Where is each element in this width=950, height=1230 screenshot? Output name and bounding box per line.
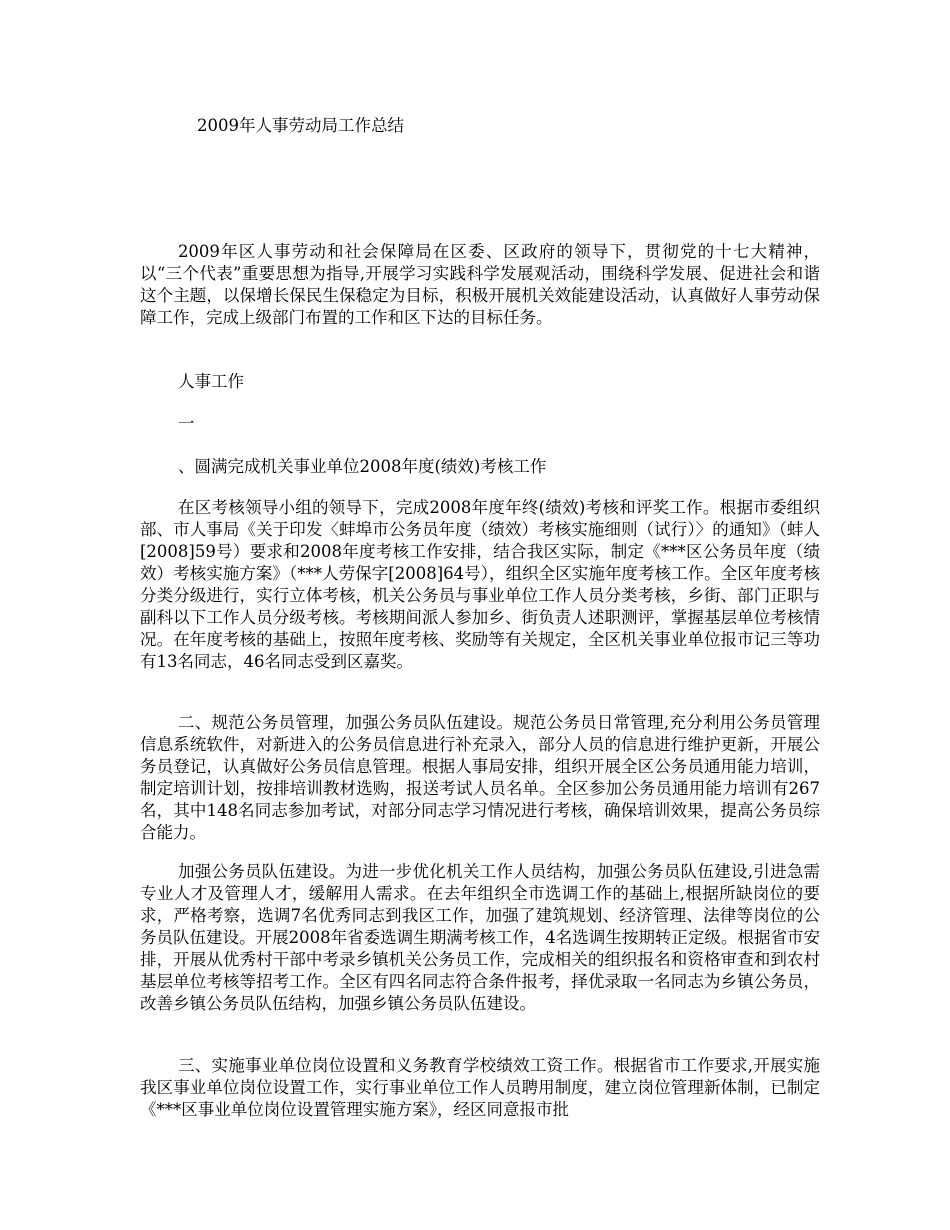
paragraph-team-building: 加强公务员队伍建设。为进一步优化机关工作人员结构，加强公务员队伍建设,引进急需专业人才及管理人才，缓解用人需求。在去年组织全市选调工作的基础上,根据所缺岗位的要求，严格考察，选调7名优秀同志到我区工作，加强了建筑规划、经济管理、法律等岗位的公务员队伍建设。开展2008年省委选调生期满考核工作，4名选调生按期转正定级。根据省市安排，开展从优秀村干部中考录乡镇机关公务员工作，完成相关的组织报名和资格审查和到农村基层单位考核等招考工作。全区有四名同志符合条件报考，择优录取一名同志为乡镇公务员，改善乡镇公务员队伍结构，加强乡镇公务员队伍建设。 bbox=[140, 862, 820, 1013]
paragraph-post-setting: 三、实施事业单位岗位设置和义务教育学校绩效工资工作。根据省市工作要求,开展实施我区事业单位岗位设置工作，实行事业单位工作人员聘用制度，建立岗位管理新体制，已制定《***区事业单位岗位设置管理实施方案》，经区同意报市批 bbox=[140, 1056, 820, 1119]
item-one-heading: 、圆满完成机关事业单位2008年度(绩效)考核工作 bbox=[178, 457, 547, 476]
paragraph-appraisal: 在区考核领导小组的领导下，完成2008年度年终(绩效)考核和评奖工作。根据市委组织部、市人事局《关于印发〈蚌埠市公务员年度（绩效）考核实施细则（试行）〉的通知》（蚌人[2008]59号）要求和2008年度考核工作安排，结合我区实际，制定《***区公务员年度（绩效）考核实施方案》（***人劳保字[2008]64号），组织全区实施年度考核工作。全区年度考核分类分级进行，实行立体考核，机关公务员与事业单位工作人员分类考核，乡街、部门正职与副科以下工作人员分级考核。考核期间派人参加乡、街负责人述职测评，掌握基层单位考核情况。在年度考核的基础上，按照年度考核、奖励等有关规定，全区机关事业单位报市记三等功有13名同志，46名同志受到区嘉奖。 bbox=[140, 498, 820, 671]
section-heading: 人事工作 bbox=[178, 372, 244, 391]
paragraph-civil-servant-management: 二、规范公务员管理，加强公务员队伍建设。规范公务员日常管理,充分利用公务员管理信息系统软件，对新进入的公务员信息进行补充录入，部分人员的信息进行维护更新，开展公务员登记，认真做好公务员信息管理。根据人事局安排，组织开展全区公务员通用能力培训，制定培训计划，按排培训教材选购，报送考试人员名单。全区参加公务员通用能力培训有267名，其中148名同志参加考试，对部分同志学习情况进行考核，确保培训效果，提高公务员综合能力。 bbox=[140, 713, 820, 842]
item-number: 一 bbox=[178, 414, 195, 433]
intro-paragraph: 2009年区人事劳动和社会保障局在区委、区政府的领导下，贯彻党的十七大精神，以“三个代表”重要思想为指导,开展学习实践科学发展观活动，围绕科学发展、促进社会和谐这个主题，以保增长保民生保稳定为目标，积极开展机关效能建设活动，认真做好人事劳动保障工作，完成上级部门布置的工作和区下达的目标任务。 bbox=[140, 242, 820, 327]
document-title: 2009年人事劳动局工作总结 bbox=[197, 116, 404, 135]
